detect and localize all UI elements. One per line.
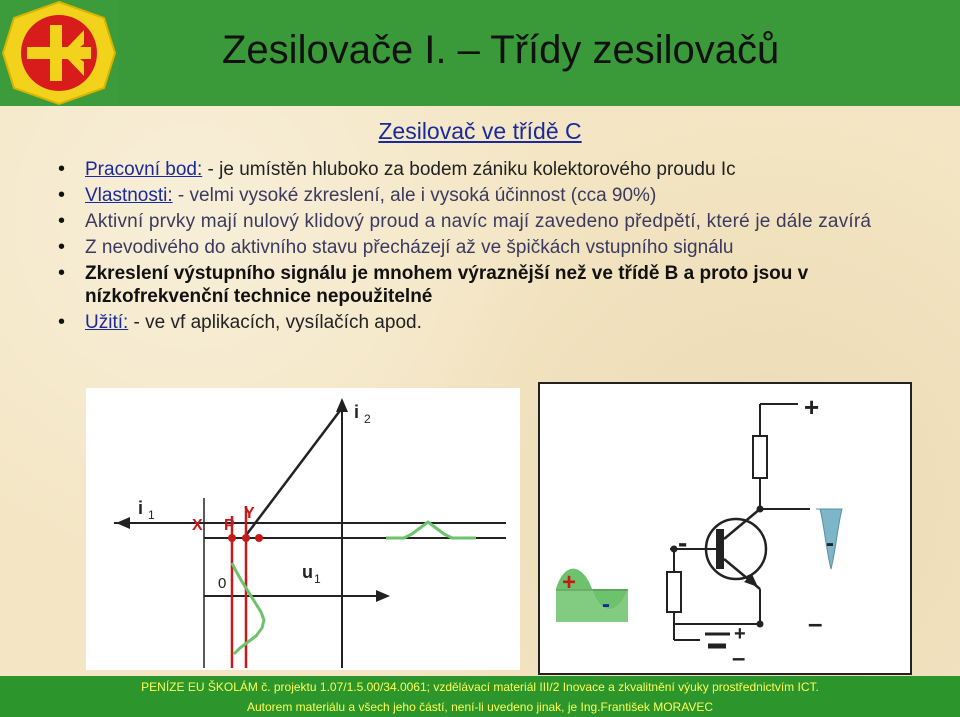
- label-minus-out: -: [826, 530, 834, 557]
- bullet-item: [58, 184, 938, 207]
- label-x: X: [192, 517, 203, 534]
- class-c-circuit-diagram: [538, 382, 912, 675]
- bullet-text: Zkreslení výstupního signálu je mnohem výraznější než ve třídě B a proto jsou v nízkofrekvenční technice nepoužitelné: [85, 263, 809, 307]
- footer-bar: [0, 676, 960, 717]
- label-y: Y: [244, 505, 255, 522]
- label-minus-right: –: [808, 608, 823, 638]
- label-u1-sub: 1: [314, 572, 321, 586]
- bullet-text: - velmi vysoké zkreslení, ale i vysoká účinnost (cca 90%): [172, 185, 657, 206]
- transistor-base-bar: [716, 529, 724, 569]
- bullet-item: [58, 158, 938, 181]
- bullet-item: [58, 262, 938, 308]
- bullet-term: Pracovní bod:: [85, 159, 203, 180]
- label-plus-battery: +: [734, 623, 746, 645]
- label-i2: i: [354, 402, 360, 422]
- label-plus-top: +: [804, 392, 820, 422]
- label-p: P: [224, 517, 235, 534]
- base-resistor: [667, 572, 681, 612]
- footer-project-line: PENÍZE EU ŠKOLÁM č. projektu 1.07/1.5.00/34.0061; vzdělávací materiál III/2 Inovace a zkvalitnění výuky prostřednictvím ICT.: [141, 680, 819, 694]
- collector-resistor: [753, 436, 767, 478]
- bullet-term: Vlastnosti:: [85, 185, 173, 206]
- bullet-term: Užití:: [85, 312, 129, 333]
- label-i2-sub: 2: [364, 412, 371, 426]
- label-origin: 0: [218, 575, 227, 592]
- bullet-text: Z nevodivého do aktivního stavu přecházejí až ve špičkách vstupního signálu: [85, 237, 734, 258]
- school-logo: [0, 0, 118, 106]
- footer-author-line: Autorem materiálu a všech jeho částí, není-li uvedeno jinak, je Ing.František MORAVEC: [247, 700, 713, 714]
- label-minus-in: -: [602, 591, 610, 618]
- label-i1-sub: 1: [148, 508, 155, 522]
- label-minus-base: -: [678, 527, 688, 558]
- bullet-list: [58, 158, 938, 337]
- label-minus-battery: –: [732, 645, 746, 672]
- bullet-item: [58, 236, 938, 259]
- label-plus-in: +: [562, 569, 577, 596]
- bullet-text: - je umístěn hluboko za bodem zániku kolektorového proudu Ic: [202, 159, 736, 180]
- slide-title: Zesilovače I. – Třídy zesilovačů: [222, 28, 780, 72]
- bullet-text: - ve vf aplikacích, vysílačích apod.: [128, 312, 422, 333]
- bullet-item: [58, 311, 938, 334]
- class-c-characteristic-diagram: [86, 388, 520, 670]
- label-u1: u: [302, 562, 313, 582]
- circuit-schematic: [540, 384, 910, 673]
- characteristic-graph: [86, 388, 520, 670]
- bullet-item: [58, 210, 938, 233]
- logo-icon: [0, 0, 118, 106]
- slide-subtitle: Zesilovač ve třídě C: [378, 118, 582, 144]
- bullet-text: Aktivní prvky mají nulový klidový proud a navíc mají zavedeno předpětí, které je dále zavírá: [85, 211, 872, 232]
- label-i1: i: [138, 498, 144, 518]
